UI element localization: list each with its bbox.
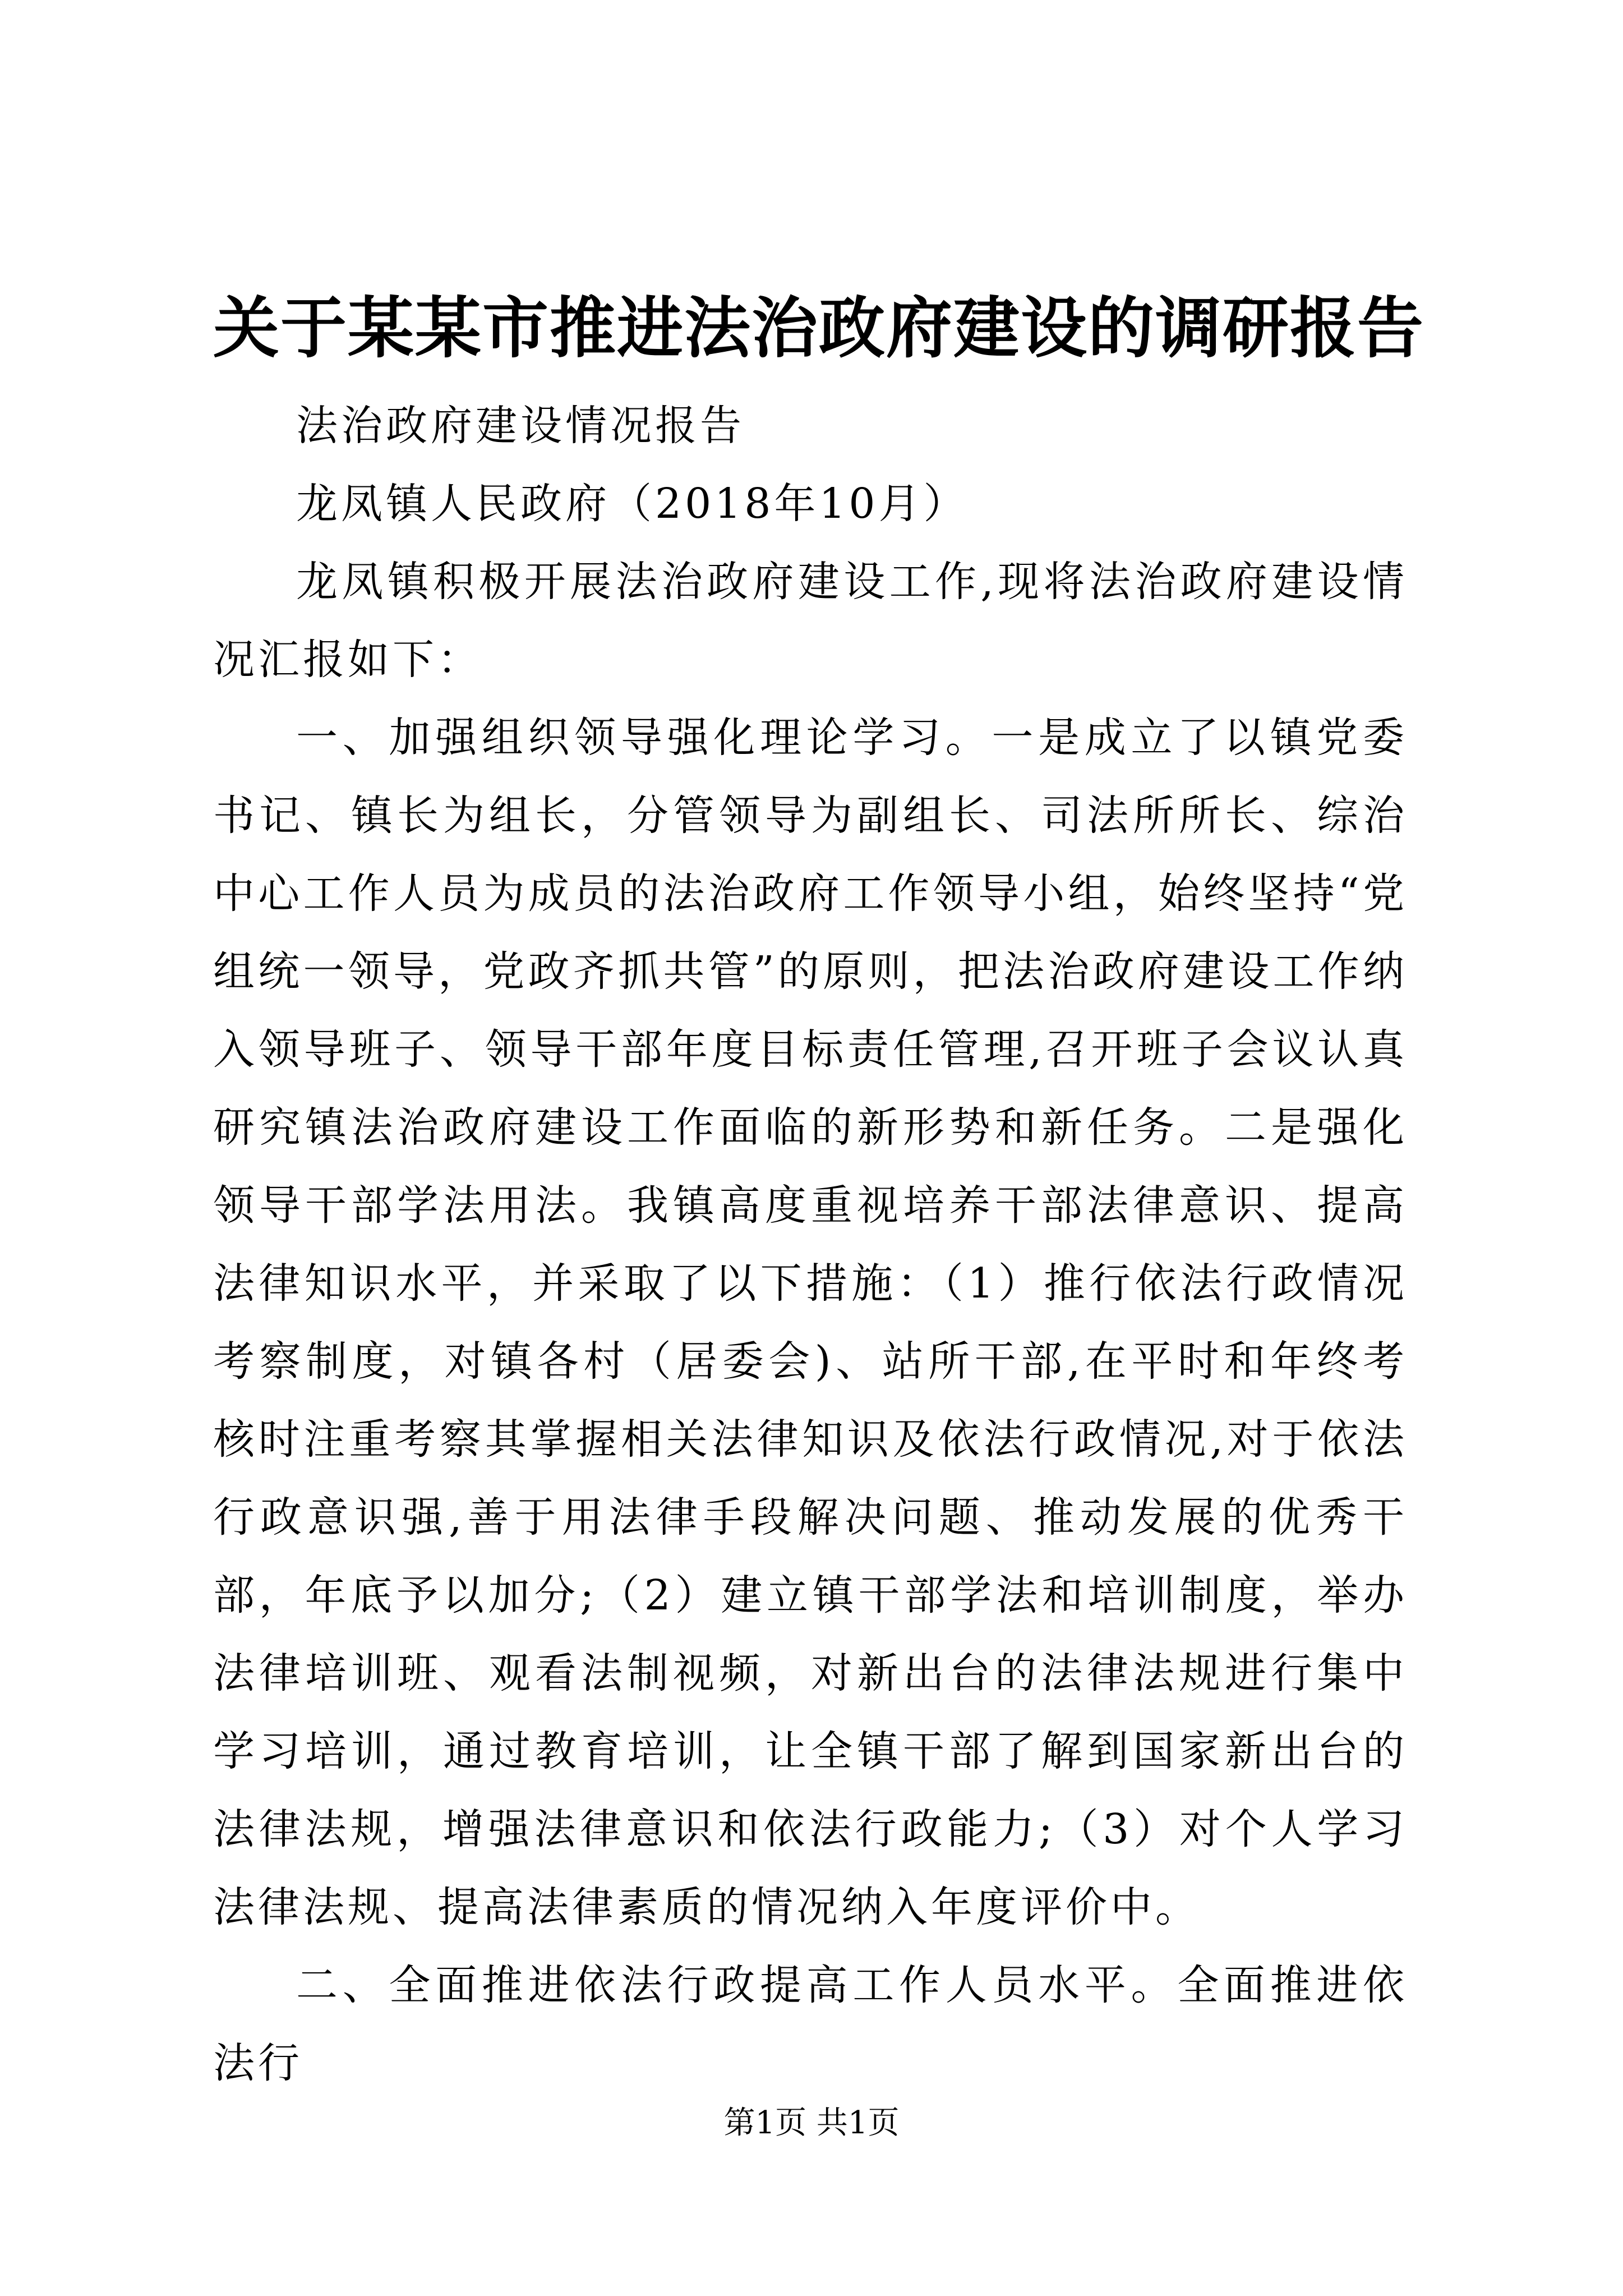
document-body [213, 387, 1408, 2102]
paragraph-section-one: 一、加强组织领导强化理论学习。一是成立了以镇党委书记、镇长为组长，分管领导为副组长、司法所所长、综治中心工作人员为成员的法治政府工作领导小组，始终坚持“党组统一领导，党政齐抓共管”的原则，把法治政府建设工作纳入领导班子、领导干部年度目标责任管理,召开班子会议认真研究镇法治政府建设工作面临的新形势和新任务。二是强化领导干部学法用法。我镇高度重视培养干部法律意识、提高法律知识水平，并采取了以下措施：（1）推行依法行政情况考察制度，对镇各村（居委会)、站所干部,在平时和年终考核时注重考察其掌握相关法律知识及依法行政情况,对于依法行政意识强,善于用法律手段解决问题、推动发展的优秀干部，年底予以加分;（2）建立镇干部学法和培训制度，举办法律培训班、观看法制视频，对新出台的法律法规进行集中学习培训，通过教育培训，让全镇干部了解到国家新出台的法律法规，增强法律意识和依法行政能力;（3）对个人学习法律法规、提高法律素质的情况纳入年度评价中。 [213, 714, 1408, 1931]
paragraph-subtitle: 法治政府建设情况报告 [296, 402, 745, 450]
page-footer: 第1页 共1页 [723, 2105, 900, 2141]
paragraph-section-two: 二、全面推进依法行政提高工作人员水平。全面推进依法行 [213, 1961, 1408, 2087]
paragraph-intro: 龙凤镇积极开展法治政府建设工作,现将法治政府建设情况汇报如下： [213, 558, 1408, 684]
document-title: 关于某某市推进法治政府建设的调研报告 [213, 289, 1425, 367]
paragraph-issuer-date: 龙凤镇人民政府（2018年10月） [296, 480, 969, 528]
